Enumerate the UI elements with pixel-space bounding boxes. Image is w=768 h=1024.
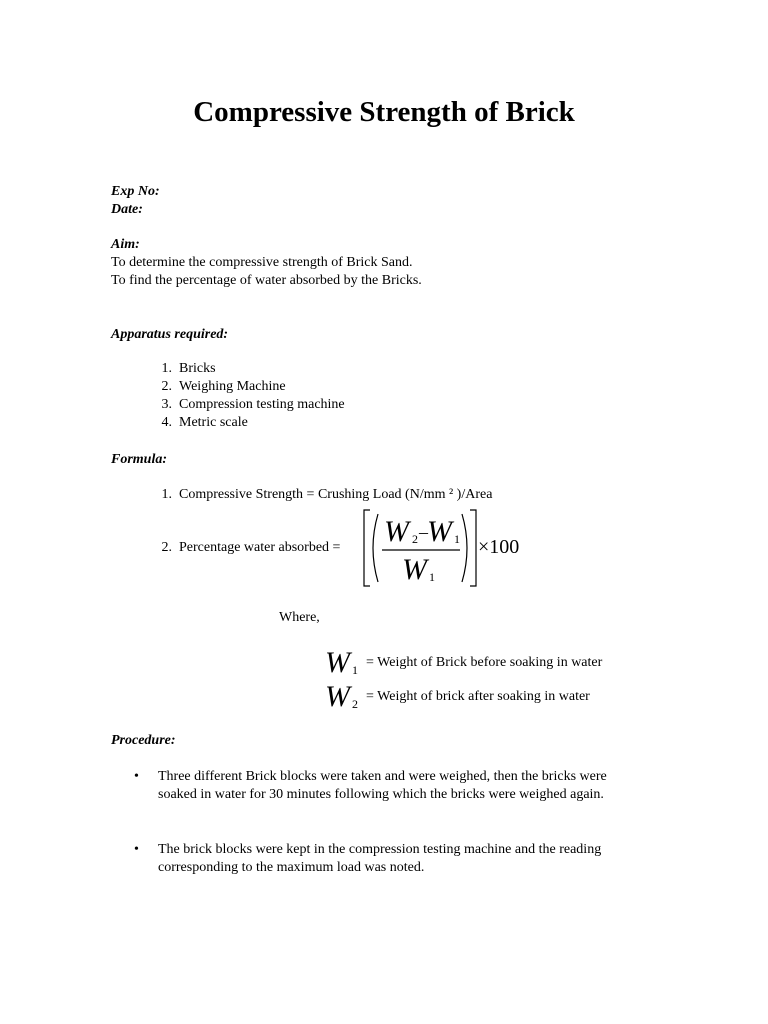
list-text: Bricks bbox=[179, 361, 216, 376]
list-text: Percentage water absorbed = bbox=[179, 540, 341, 555]
procedure-line: Three different Brick blocks were taken and were weighed, then the bricks were bbox=[158, 769, 607, 784]
numerator-w2: W bbox=[384, 515, 409, 548]
definition-text: = Weight of brick after soaking in water bbox=[366, 689, 590, 704]
denominator-sub1: 1 bbox=[429, 570, 435, 584]
list-item bbox=[148, 360, 216, 378]
symbol-w2: W bbox=[325, 680, 350, 713]
list-item bbox=[148, 396, 345, 414]
procedure-line: soaked in water for 30 minutes following which the bricks were weighed again. bbox=[158, 787, 604, 802]
aim-line: To find the percentage of water absorbed by the Bricks. bbox=[111, 273, 422, 288]
symbol-sub: 2 bbox=[352, 697, 358, 711]
numerator-sub1: 1 bbox=[454, 532, 460, 546]
list-number: 2. bbox=[161, 379, 172, 394]
right-parenthesis bbox=[462, 514, 467, 582]
list-number: 1. bbox=[161, 487, 172, 502]
list-text: Compressive Strength = Crushing Load (N/mm ² )/Area bbox=[179, 487, 493, 502]
procedure-line: corresponding to the maximum load was noted. bbox=[158, 860, 425, 875]
definition-text: = Weight of Brick before soaking in water bbox=[366, 655, 603, 670]
list-text: Metric scale bbox=[179, 415, 248, 430]
list-item bbox=[148, 378, 286, 396]
list-number: 3. bbox=[161, 397, 172, 412]
denominator-w1: W bbox=[402, 553, 427, 586]
bullet-icon: • bbox=[134, 769, 139, 784]
numerator-w1: W bbox=[427, 515, 452, 548]
procedure-line: The brick blocks were kept in the compression testing machine and the reading bbox=[158, 842, 602, 857]
list-text: Compression testing machine bbox=[179, 397, 345, 412]
definition-row bbox=[325, 644, 602, 680]
left-square-bracket bbox=[364, 510, 370, 586]
list-number: 1. bbox=[161, 361, 172, 376]
date-label: Date: bbox=[111, 202, 143, 217]
numerator-sub2: 2 bbox=[412, 532, 418, 546]
aim-label: Aim: bbox=[111, 237, 140, 252]
aim-line: To determine the compressive strength of Brick Sand. bbox=[111, 255, 413, 270]
right-square-bracket bbox=[470, 510, 476, 586]
water-absorption-formula bbox=[360, 505, 520, 591]
procedure-label: Procedure: bbox=[111, 733, 176, 748]
symbol-w1: W bbox=[325, 646, 350, 679]
formula-item bbox=[148, 539, 340, 557]
definition-row bbox=[325, 678, 590, 714]
formula-item bbox=[148, 486, 492, 504]
list-text: Weighing Machine bbox=[179, 379, 286, 394]
apparatus-label: Apparatus required: bbox=[111, 327, 229, 342]
bullet-icon: • bbox=[134, 842, 139, 857]
formula-label: Formula: bbox=[111, 452, 168, 467]
left-parenthesis bbox=[373, 514, 378, 582]
minus-sign: – bbox=[419, 522, 428, 542]
list-number: 4. bbox=[161, 415, 172, 430]
where-label: Where, bbox=[279, 610, 320, 625]
list-item bbox=[148, 414, 248, 432]
symbol-sub: 1 bbox=[352, 663, 358, 677]
list-number: 2. bbox=[161, 540, 172, 555]
exp-no-label: Exp No: bbox=[111, 184, 160, 199]
times-hundred: ×100 bbox=[478, 536, 520, 558]
page-title: Compressive Strength of Brick bbox=[193, 96, 575, 128]
